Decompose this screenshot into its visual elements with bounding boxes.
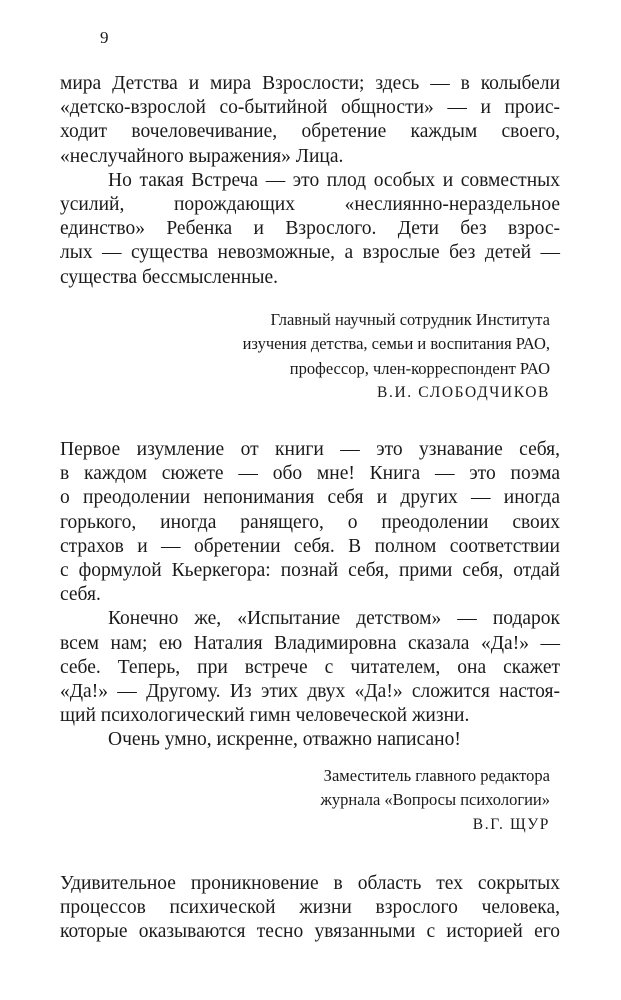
text-line: горького, иногда ранящего, о преодолении своих [60,511,560,533]
text-line: Конечно же, «Испытание детством» — подарок [108,608,560,630]
signature-title-line: Главный научный сотрудник Института [270,310,550,329]
text-line: мира Детства и мира Взрослости; здесь — в колыбели [60,73,560,94]
signature-title-line: журнала «Вопросы психологии» [320,790,550,810]
text-line: существа бессмысленные. [60,266,279,288]
text-line: Очень умно, искренне, отважно написано! [108,729,461,751]
review-2-signature [321,764,550,837]
text-line: единство» Ребенка и Взрослого. Дети без взрос- [60,218,560,240]
text-line: себе. Теперь, при встрече с читателем, она скажет [60,656,560,678]
review-1-signature [243,308,550,405]
text-line: «детско-взрослой со-бытийной общности» — и проис- [60,97,560,119]
review-1-text [60,72,560,290]
text-line: Первое изумление от книги — это узнавание себя, [60,439,560,460]
text-line: лых — существа невозможные, а взрослые без детей — [60,242,560,264]
text-line: ходит вочеловечивание, обретение каждым своего, [60,121,560,143]
text-line: «неслучайного выражения» Лица. [60,145,344,167]
signature-title-line: Заместитель главного редактора [323,766,550,785]
text-line: процессов психической жизни взрослого человека, [60,897,560,919]
text-line: «Да!» — Другому. Из этих двух «Да!» сложится настоя- [60,681,560,703]
text-line: себя. [60,584,101,606]
text-line: в каждом сюжете — обо мне! Книга — это поэма [60,463,560,485]
text-line: щий психологический гимн человеческой жизни. [60,705,470,727]
text-line: Удивительное проникновение в область тех сокрытых [60,873,560,894]
text-line: которые оказываются тесно увязанными с историей его [60,921,560,943]
text-line: усилий, порождающих «неслиянно-нераздельное [60,194,560,216]
text-line: о преодолении непонимания себя и других — иногда [60,487,560,509]
text-line: страхов и — обретении себя. В полном соответствии [60,535,560,557]
text-line: Но такая Встреча — это плод особых и совместных [108,169,560,191]
page-number: 9 [100,28,109,47]
text-line: всем нам; ею Наталия Владимировна сказала «Да!» — [60,632,560,654]
review-3-text [60,872,560,945]
signature-title-line: изучения детства, семьи и воспитания РАО, [242,334,550,354]
signature-name: В.И. СЛОБОДЧИКОВ [377,383,550,401]
signature-name: В.Г. ЩУР [472,815,550,833]
text-line: с формулой Кьеркегора: познай себя, прими себя, отдай [60,560,560,582]
signature-title-line: профессор, член-корреспондент РАО [289,358,550,378]
review-2-text [60,438,560,753]
